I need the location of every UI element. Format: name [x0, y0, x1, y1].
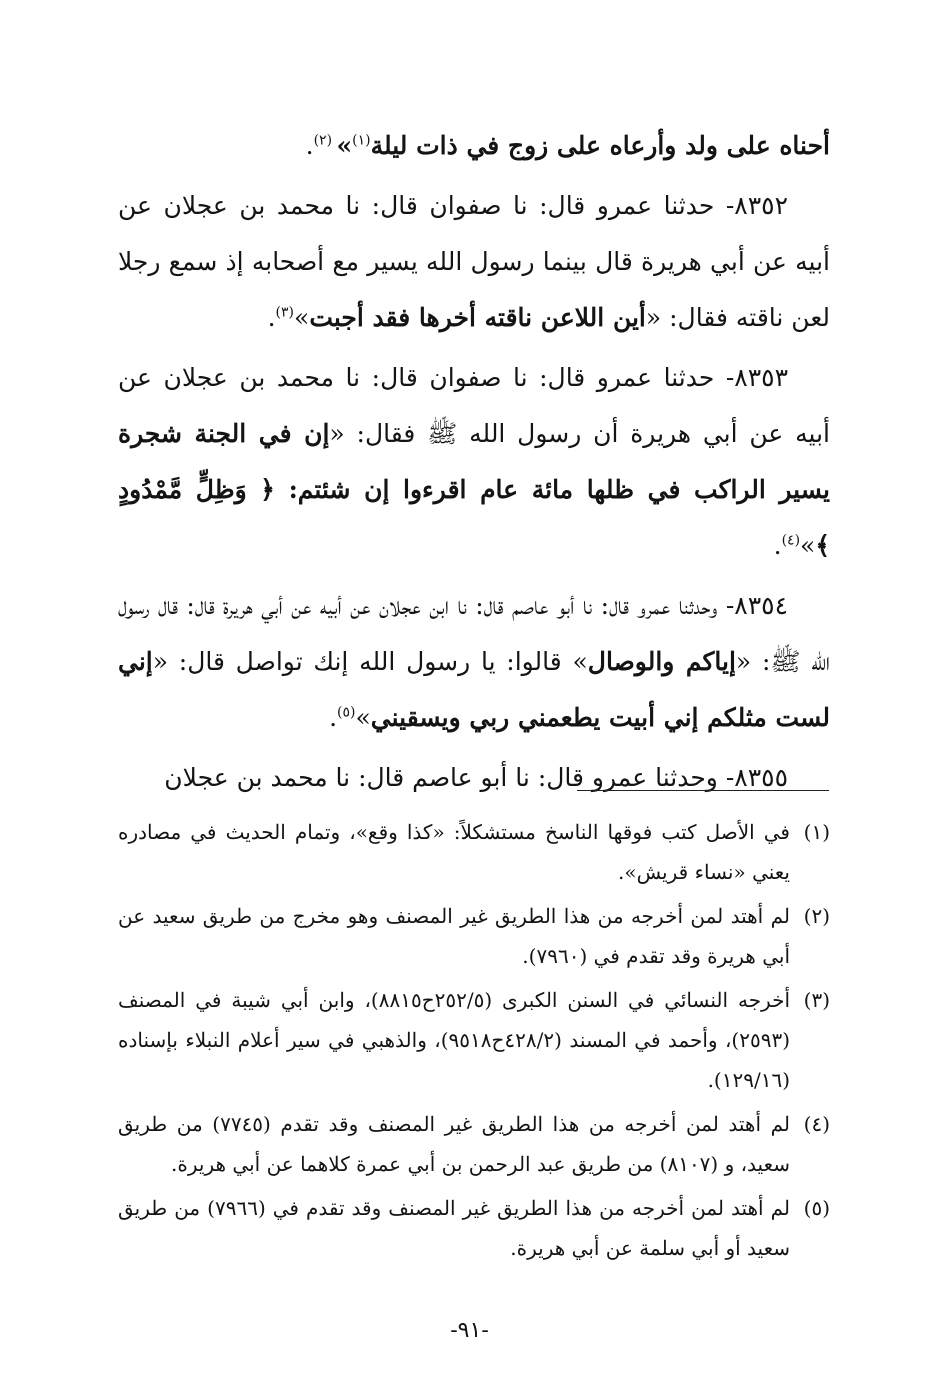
closing-quote: »: [336, 131, 353, 160]
footnote-3: [118, 980, 830, 1100]
hadith-chain: - حدثنا عمرو قال: نا صفوان قال: نا محمد بن عجلان عن أبيه عن أبي هريرة أن رسول الله ﷺ فقال: «: [118, 363, 830, 448]
closing-quote: »: [294, 303, 310, 332]
hadith-number: ٨٣٥٤: [734, 591, 788, 620]
hadith-chain: - حدثنا عمرو قال: نا صفوان قال: نا محمد بن عجلان عن أبيه عن أبي هريرة قال بينما رسول الله يسير مع أصحابه إذ سمع رجلا لعن ناقته فقال: «: [118, 191, 830, 332]
footnote-number: (٢): [803, 904, 830, 928]
footnote-number: (٥): [803, 1196, 830, 1220]
footnote-text: في الأصل كتب فوقها الناسخ مستشكلاً: «كذا وقع»، وتمام الحديث في مصادره يعني «نساء قريش».: [118, 820, 790, 884]
closing-quote: »: [355, 703, 371, 732]
page-number: -٩١-: [450, 1318, 489, 1343]
footnote-separator: [577, 790, 829, 791]
period: .: [305, 131, 314, 160]
hadith-number: ٨٣٥٢: [734, 191, 788, 220]
hadith-8355: [118, 750, 830, 806]
hadith-number: ٨٣٥٥: [734, 763, 788, 792]
footnote-number: (١): [803, 820, 830, 844]
continued-hadith-line: [118, 118, 830, 174]
hadith-text-bold-2: إني لست مثلكم إني أبيت يطعمني ربي ويسقيني: [118, 647, 830, 732]
hadith-chain: - وحدثنا عمرو قال: نا أبو عاصم قال: نا ابن عجلان عن أبيه عن أبي هريرة قال: قال رسول الله ﷺ: «: [118, 591, 830, 676]
footnote-text: أخرجه النسائي في السنن الكبرى (٢٥٢/٥ح٨٨١٥)، وابن أبي شيبة في المصنف (٢٥٩٣)، وأحمد في المسند (٤٢٨/٢ح٩٥١٨)، والذهبي في سير أعلام النبلاء بإسناده (١٢٩/١٦).: [118, 988, 791, 1092]
hadith-text-bold: أين اللاعن ناقته أخرها فقد أجبت: [309, 303, 646, 332]
footnote-text: لم أهتد لمن أخرجه من هذا الطريق غير المصنف وقد تقدم (٧٧٤٥) من طريق سعيد، و (٨١٠٧) من طريق عبد الرحمن بن أبي عمرة كلاهما عن أبي هريرة.: [118, 1112, 791, 1176]
footnote-ref: (٣): [275, 304, 295, 321]
footnote-4: [118, 1104, 830, 1184]
period: .: [329, 703, 338, 732]
footnote-number: (٤): [803, 1112, 830, 1136]
hadith-text-bold: إن في الجنة شجرة يسير الراكب في ظلها مائة عام اقرءوا إن شئتم: ﴿ وَظِلٍّ مَّمْدُودٍ ﴾: [118, 419, 830, 560]
hadith-8353: [118, 350, 830, 574]
hadith-8354: [118, 578, 830, 746]
hadith-chain-continued: » قالوا: يا رسول الله إنك تواصل قال: «: [152, 647, 588, 676]
hadith-text-bold: أحناه على ولد وأرعاه على زوج في ذات ليلة: [370, 131, 830, 160]
period: .: [773, 531, 782, 560]
main-text: [118, 118, 830, 810]
footnote-ref: (٢): [313, 132, 337, 149]
hadith-number: ٨٣٥٣: [734, 363, 788, 392]
footnotes: [118, 812, 830, 1272]
hadith-8352: [118, 178, 830, 346]
footnote-ref: (٥): [337, 704, 356, 721]
footnote-text: لم أهتد لمن أخرجه من هذا الطريق غير المصنف وقد تقدم في (٧٩٦٦) من طريق سعيد أو أبي سلمة عن أبي هريرة.: [118, 1196, 790, 1260]
closing-quote: »: [800, 531, 816, 560]
hadith-chain: - وحدثنا عمرو قال: نا أبو عاصم قال: نا محمد بن عجلان: [164, 763, 735, 792]
footnote-ref: (١): [352, 132, 371, 149]
footnote-text: لم أهتد لمن أخرجه من هذا الطريق غير المصنف وهو مخرج من طريق سعيد عن أبي هريرة وقد تقدم في (٧٩٦٠).: [118, 904, 790, 968]
footnote-number: (٣): [803, 988, 830, 1012]
footnote-ref: (٤): [781, 532, 801, 549]
period: .: [267, 303, 276, 332]
hadith-text-bold: إياكم والوصال: [587, 647, 736, 676]
footnote-2: [118, 896, 830, 976]
footnote-1: [118, 812, 830, 892]
footnote-5: [118, 1188, 830, 1268]
